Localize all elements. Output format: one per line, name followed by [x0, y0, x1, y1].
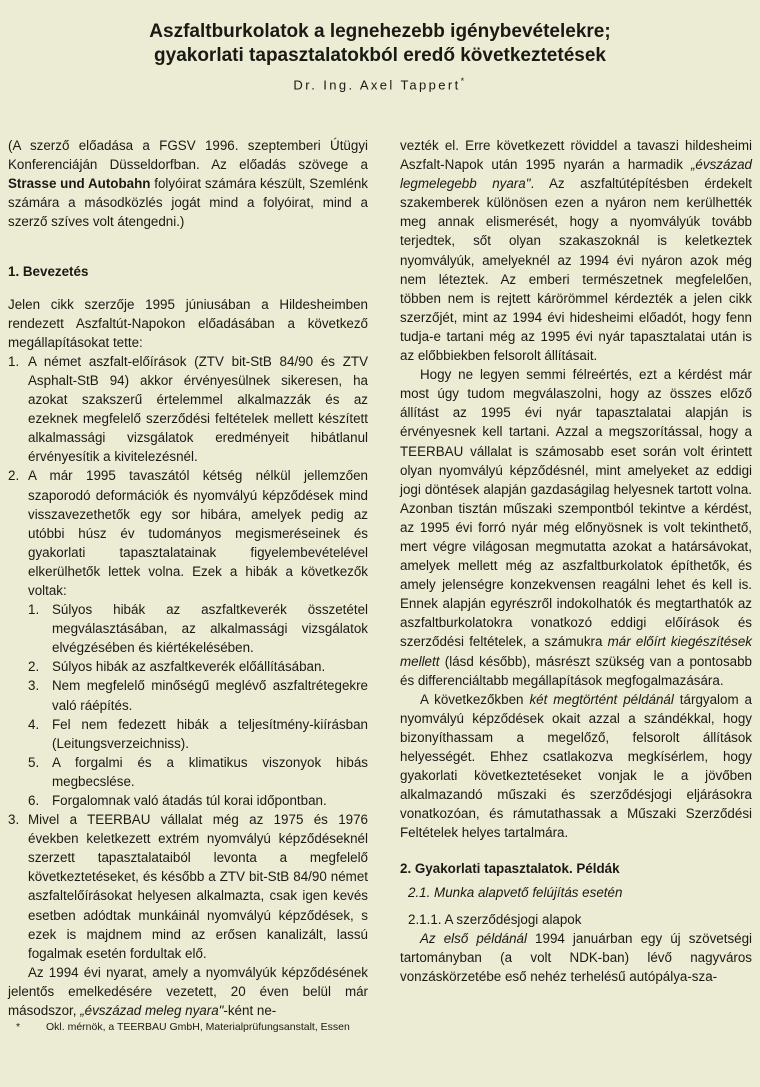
findings-list: [8, 352, 368, 963]
text-run: (lásd később), másrészt szükség van a pontosabb és differenciáltabb megállapítások megfogalmazására.: [400, 653, 752, 688]
text-run: . Az aszfaltútépítésben érdekelt szakemberek különösen ezen a nyáron nem kerülhették meg annak elismerését, hogy a nyomvályúk tovább terjedtek, sőt olyan szakaszoknál is keletkeztek nyomvályúk, amelyeknél az 1994 évi nyáron azok még nem léteztek. Az emberi természetnek megfelelően, többen nem is rejtett kárörömmel kérdezték a jelen cikk szerzőjét, mint az 1994 évi hidesheimi előadót, hogy fenn tudja-e tartani még az 1995 évi nyár tapasztalatai után is az előbbiekben felsorolt állításait.: [400, 176, 752, 364]
list-number: 3.: [8, 812, 20, 828]
sublist-text: Súlyos hibák az aszfaltkeverék előállításában.: [52, 659, 326, 675]
italic-phrase: két megtörtént példánál: [529, 691, 674, 707]
sublist-text: Forgalomnak való átadás túl korai időpontban.: [52, 793, 327, 808]
sublist-text: Súlyos hibák az aszfaltkeverék összetétel megválasztásában, az alkalmassági vizsgálatok elvégzésében és kiértékelésében.: [52, 602, 368, 656]
section-heading-2-1: 2.1. Munka alapvető felújítás esetén: [408, 884, 623, 900]
sublist-number: 5.: [28, 754, 40, 770]
footnote-mark: *: [16, 1021, 21, 1033]
text-run: tárgyalom a nyomvályú képződések okait azzal a szándékkal, hogy bizonyíthassam a megelőző, felsorolt állítások helyességét. Ehhez csatlakozva megkísérlem, hogy gyakorlati következtetéseket vonjak le a jövőben alkalmazandó műszaki és szerződésjogi eljárásokra vonatkozóan, és rámutathassak a Műszaki Szerződési Feltételek helyes tartalmára.: [400, 691, 753, 841]
defects-sublist: [8, 600, 368, 810]
list-number: 2.: [8, 468, 20, 484]
sublist-item: [8, 791, 368, 810]
sublist-item: [8, 657, 368, 676]
sublist-text: A forgalmi és a klimatikus viszonyok hibás megbecslése.: [52, 754, 368, 789]
section-heading-2-1-1: 2.1.1. A szerződésjogi alapok: [408, 911, 582, 927]
left-column: [8, 136, 368, 1020]
sublist-item: [8, 676, 368, 714]
intro-text-a: (A szerző előadása a FGSV 1996. szeptemberi Útügyi Konferenciáján Düsseldorfban. Az előadás szövege a: [8, 138, 368, 173]
sublist-item: [8, 753, 368, 791]
right-paragraph-1: [400, 136, 752, 365]
author-name: Dr. Ing. Axel Tappert: [293, 77, 461, 93]
author-footnote-mark: *: [460, 76, 467, 86]
sublist-text: Nem megfelelő minőségű meglévő aszfaltrétegekre való ráépítés.: [52, 678, 368, 713]
text-run: vezték el. Erre következett röviddel a tavaszi hildesheimi Aszfalt-Napok után 1995 nyarán a harmadik: [400, 138, 752, 173]
italic-phrase: már előírt kiegészítések mellett: [400, 634, 752, 669]
title-line-2: gyakorlati tapasztalatokból eredő következtetések: [154, 45, 606, 66]
section1-paragraph: Jelen cikk szerzője 1995 júniusában a Hildesheimben rendezett Aszfaltút-Napokon előadásában a következő megállapításokat tette:: [8, 296, 368, 350]
text-run: -ként ne-: [223, 1003, 277, 1019]
list-item: [8, 810, 368, 963]
list-item: [8, 466, 368, 600]
italic-quote: „évszázad meleg nyara": [80, 1003, 224, 1019]
right-paragraph-2: [400, 365, 752, 690]
italic-quote: „évszázad legmelegebb nyara": [400, 157, 752, 192]
text-run: Hogy ne legyen semmi félreértés, ezt a kérdést már most úgy tudom megválaszolni, hogy az összes előző állítást az 1995 évi nyár tapasztalatai alapján is érvényesnek kell tartani. Azzal a megszorítással, hogy a TEERBAU vállalat is számosabb eset során volt érintett olyan nyomvályú képződésnél, mint amelyeket az eddigi jogi döntések alapján gazdaságilag helyesnek tartott volna. Azonban tisztán műszaki szempontból tekintve a kérdést, az 1995 évi forró nyár még előnyösnek is volt tekinthető, mert végre világosan megmutatta azokat a határsávokat, amelyek mellett még az aszfaltburkolatok építhetők, és amely jelenségre konzekvensen reagálni lehet és kell is. Ennek alapján egyrészről indokolhatók és megtarthatók az aszfaltburkolatokra vonatkozó eddigi előírások és szerződési feltételek, a számukra: [400, 367, 752, 650]
right-paragraph-4: [400, 929, 752, 986]
section-heading-1: 1. Bevezetés: [8, 264, 89, 280]
list-text: Mivel a TEERBAU vállalat még az 1975 és 1976 években keletkezett extrém nyomvályú képződéseknél szerzett tapasztalataiból levonta a megfelelő következtetéseket, és később a ZTV bit-StB 84/90 német aszfaltelőírásokat helyesen alkalmazta, csak igen kevés esetben adódtak munkáinál nyomvályú képződések, s ezek is majdnem mind az erősen kanalizált, lassú fogalmak esetén fordultak elő.: [28, 812, 368, 961]
right-paragraph-3: [400, 690, 752, 843]
sublist-number: 1.: [28, 602, 40, 618]
footnote-text: Okl. mérnök, a TEERBAU GmbH, Materialprüfungsanstalt, Essen: [46, 1021, 350, 1033]
list-text: A már 1995 tavaszától kétség nélkül jellemzően szaporodó deformációk és nyomvályú képződések mind visszavezethetők egy sor hibára, amelyek pedig az utóbbi húsz év tudományos megismeréseinek és gyakorlati tapasztalatainak figyelembevételével elkerülhetők lettek volna. Ezek a hibák a következők voltak:: [28, 468, 368, 598]
list-text: A német aszfalt-előírások (ZTV bit-StB 84/90 és ZTV Asphalt-StB 94) akkor érvényesülnek sikeresen, ha azokat szakszerű értelemmel alkalmazzák és az ezeknek megfelelő szerződési feltételek mellett készített alkalmassági vizsgálatok eredményeit hibátlanul érvényesítik a kivitelezésnél.: [28, 353, 368, 465]
sublist-number: 4.: [28, 716, 40, 732]
sublist-number: 2.: [28, 659, 40, 675]
text-run: A következőkben: [420, 691, 530, 707]
journal-name: Strasse und Autobahn: [8, 176, 151, 192]
intro-paragraph: [8, 136, 368, 231]
italic-phrase: Az első példánál: [420, 930, 527, 946]
sublist-text: Fel nem fedezett hibák a teljesítmény-kiírásban (Leitungsverzeichniss).: [52, 716, 368, 751]
text-run: Az 1994 évi nyarat, amely a nyomvályúk képződésének jelentős emelkedésére vezetett, 20 éven belül már másodszor,: [8, 964, 368, 1019]
text-run: 1994 januárban egy új szövetségi tartományban (a volt NDK-ban) lévő nagyváros vonzáskörzetébe eső nehéz terhelésű autópálya-sza-: [400, 930, 753, 984]
footnote: [16, 1021, 350, 1033]
sublist-item: [8, 600, 368, 657]
left-closing-paragraph: [8, 963, 368, 1020]
title-line-1: Aszfaltburkolatok a legnehezebb igénybevételekre;: [149, 21, 611, 42]
sublist-item: [8, 715, 368, 753]
author: [20, 76, 740, 92]
sublist-number: 3.: [28, 678, 40, 694]
section-heading-2: 2. Gyakorlati tapasztalatok. Példák: [400, 861, 620, 877]
sublist-number: 6.: [28, 793, 40, 808]
list-item: [8, 352, 368, 467]
sublist-container: [8, 600, 368, 810]
right-column: [400, 136, 752, 986]
intro-text-c: folyóirat számára készült, Szemlénk számára a másodközlés jogát mind a folyóirat, mind a szerző szíves volt átengedni.): [8, 176, 368, 230]
list-number: 1.: [8, 353, 20, 369]
